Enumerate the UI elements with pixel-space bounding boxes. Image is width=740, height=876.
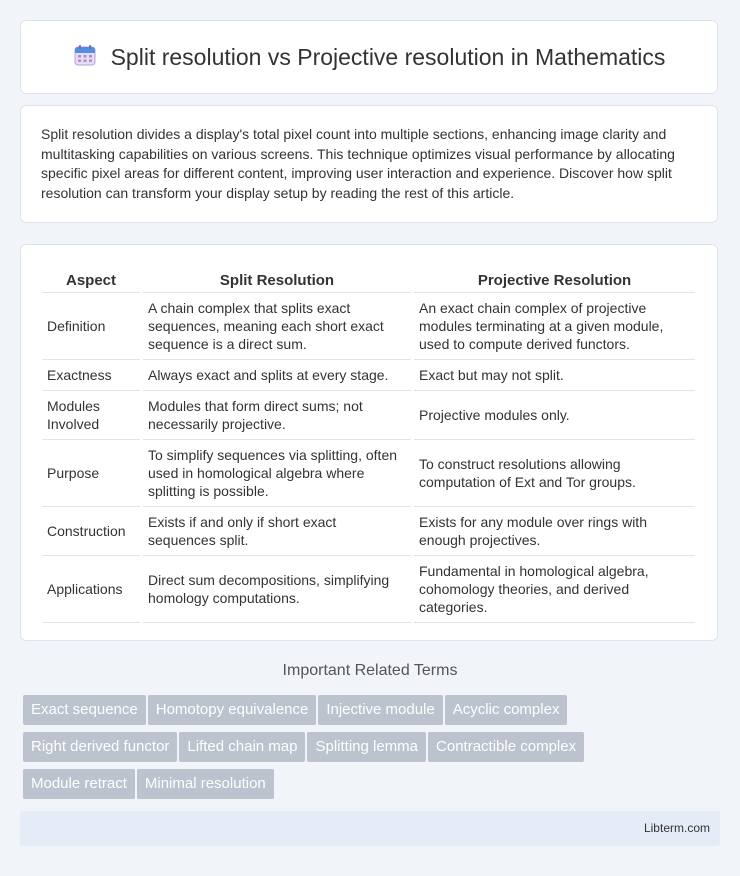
row-projective: Projective modules only. [414, 391, 695, 440]
tag-exact-sequence[interactable]: Exact sequence [23, 695, 146, 725]
table-row [42, 556, 695, 623]
comparison-table [39, 265, 698, 623]
row-split: Exists if and only if short exact sequences split. [143, 507, 411, 556]
related-terms-title: Important Related Terms [282, 662, 458, 679]
tag-acyclic-complex[interactable]: Acyclic complex [445, 695, 568, 725]
tag-injective-module[interactable]: Injective module [318, 695, 442, 725]
table-header-row [42, 265, 695, 293]
row-projective: To construct resolutions allowing computation of Ext and Tor groups. [414, 440, 695, 507]
row-split: Always exact and splits at every stage. [143, 360, 411, 391]
table-row [42, 293, 695, 360]
tag-lifted-chain-map[interactable]: Lifted chain map [179, 732, 305, 762]
tag-module-retract[interactable]: Module retract [23, 769, 135, 799]
row-projective: Fundamental in homological algebra, cohomology theories, and derived categories. [414, 556, 695, 623]
row-projective: Exists for any module over rings with enough projectives. [414, 507, 695, 556]
comparison-card [20, 244, 718, 641]
tag-splitting-lemma[interactable]: Splitting lemma [307, 732, 426, 762]
tag-homotopy-equivalence[interactable]: Homotopy equivalence [148, 695, 317, 725]
footer [20, 811, 720, 846]
header-projective: Projective Resolution [414, 265, 695, 293]
table-row [42, 440, 695, 507]
row-split: Direct sum decompositions, simplifying homology computations. [143, 556, 411, 623]
header-aspect: Aspect [42, 265, 140, 293]
page-title: Split resolution vs Projective resolution in Mathematics [110, 43, 666, 70]
header-card [20, 20, 718, 94]
tag-minimal-resolution[interactable]: Minimal resolution [137, 769, 274, 799]
row-split: Modules that form direct sums; not necessarily projective. [143, 391, 411, 440]
row-split: A chain complex that splits exact sequences, meaning each short exact sequence is a direct sum. [143, 293, 411, 360]
table-row [42, 507, 695, 556]
tag-contractible-complex[interactable]: Contractible complex [428, 732, 584, 762]
table-row [42, 391, 695, 440]
calendar-icon [73, 43, 97, 72]
related-terms-tags [23, 695, 723, 806]
table-row [42, 360, 695, 391]
tag-right-derived-functor[interactable]: Right derived functor [23, 732, 177, 762]
row-split: To simplify sequences via splitting, often used in homological algebra where splitting is possible. [143, 440, 411, 507]
header-split: Split Resolution [143, 265, 411, 293]
row-projective: Exact but may not split. [414, 360, 695, 391]
row-aspect: Construction [42, 507, 140, 556]
footer-link[interactable]: Libterm.com [643, 821, 710, 835]
row-aspect: Purpose [42, 440, 140, 507]
row-projective: An exact chain complex of projective modules terminating at a given module, used to compute derived functors. [414, 293, 695, 360]
row-aspect: Applications [42, 556, 140, 623]
row-aspect: Exactness [42, 360, 140, 391]
row-aspect: Definition [42, 293, 140, 360]
intro-card [20, 105, 718, 223]
intro-text: Split resolution divides a display's total pixel count into multiple sections, enhancing image clarity and multitasking capabilities on various screens. This technique optimizes visual performance by allocating specific pixel areas for different content, improving user interaction and experience. Discover how split resolution can transform your display setup by reading the rest of this article. [41, 126, 675, 201]
row-aspect: Modules Involved [42, 391, 140, 440]
